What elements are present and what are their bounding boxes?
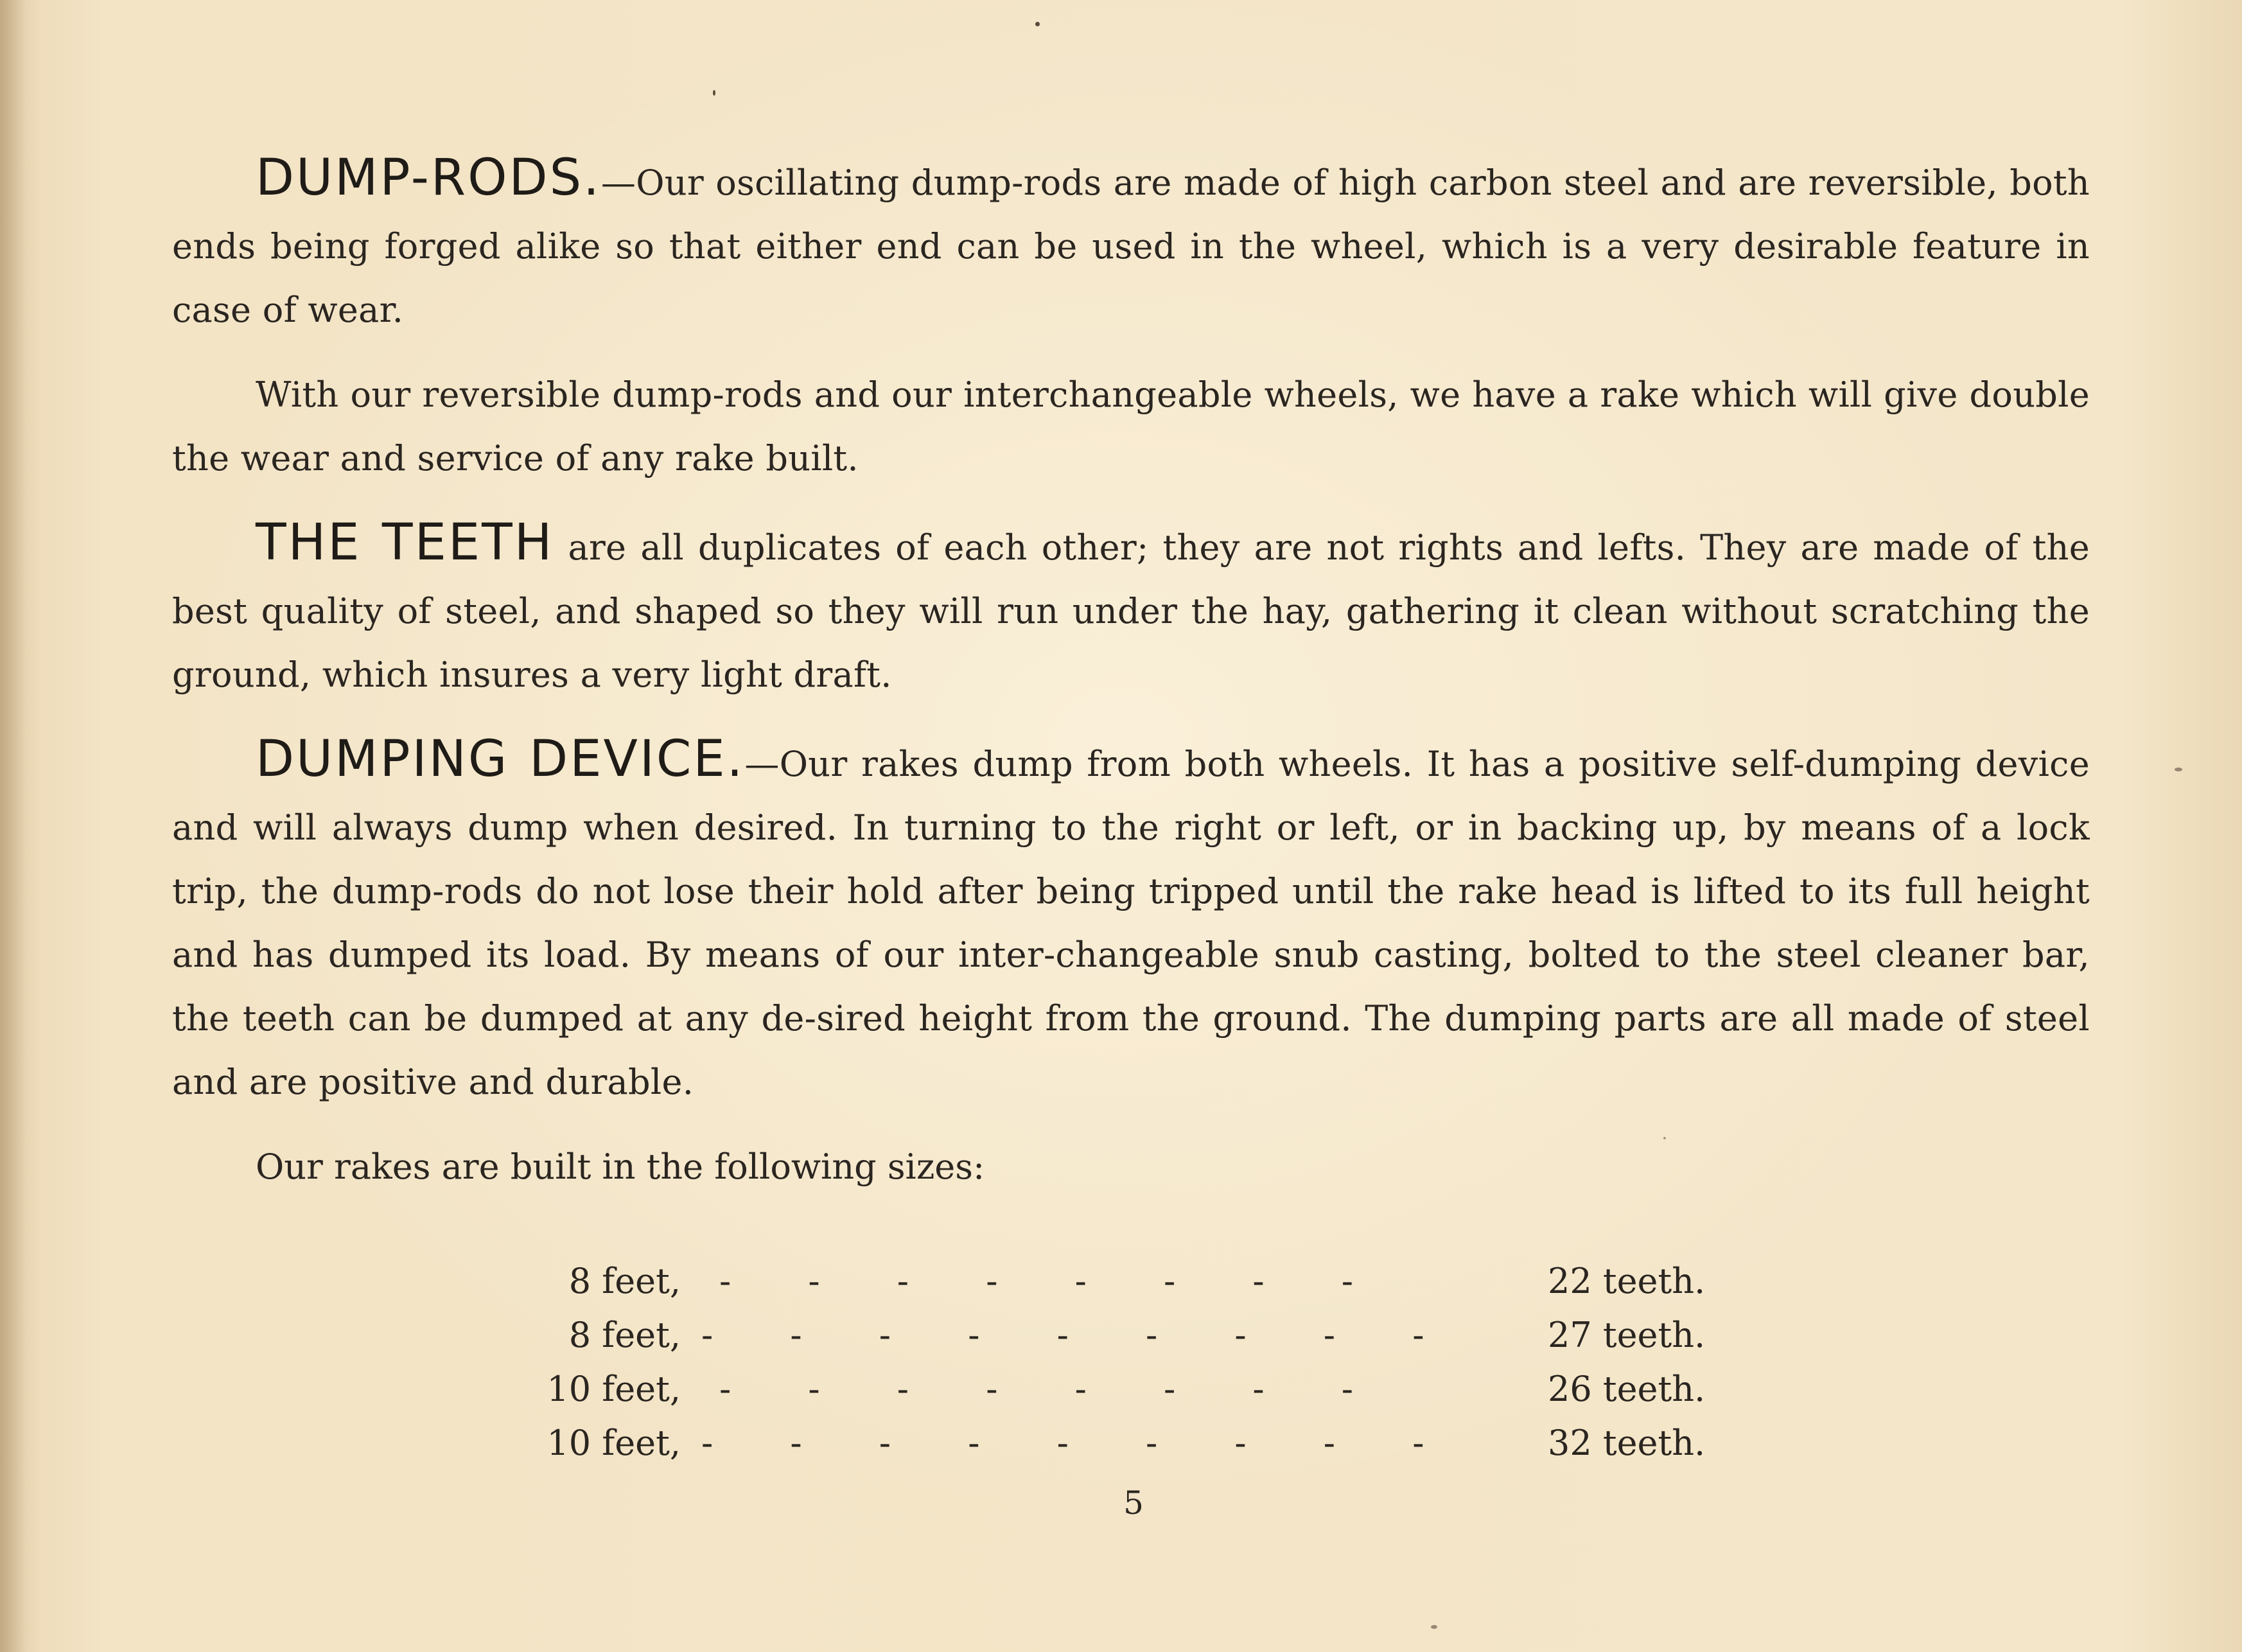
size-row bbox=[533, 1308, 1740, 1362]
paragraph-text: are all duplicates of each other; they are not rights and lefts. They are made of the best quality of steel, and shaped so they will run under the hay, gathering it clean without scratching the ground, which insures a very light draft. bbox=[172, 527, 2090, 695]
paper-speck bbox=[1431, 1625, 1437, 1629]
paper-speck bbox=[713, 90, 715, 96]
paragraph-reversible bbox=[172, 363, 2090, 490]
paragraph-dump-rods bbox=[172, 146, 2090, 342]
dot-leader: - - - - - - - - - bbox=[701, 1315, 1424, 1355]
paragraph-the-teeth bbox=[172, 511, 2090, 707]
size-teeth: 32 teeth. bbox=[1548, 1423, 1706, 1463]
spine-shadow bbox=[0, 0, 26, 1652]
size-teeth: 26 teeth. bbox=[1548, 1369, 1706, 1409]
heading-dump-rods: DUMP-RODS. bbox=[256, 149, 601, 207]
paragraph-text: —Our rakes dump from both wheels. It has a positive self-dumping device and will always dump when desired. In turning to the right or left, or in backing up, by means of a lock trip, the dump-rods do not lose their hold after being tripped until the rake head is lifted to its full height and has dumped its load. By means of our inter-changeable snub casting, bolted to the steel cleaner bar, the teeth can be dumped at any de-sired height from the ground. The dumping parts are all made of steel and are positive and durable. bbox=[172, 744, 2090, 1102]
sizes-intro: Our rakes are built in the following sizes: bbox=[256, 1147, 985, 1187]
paragraph-text: —Our oscillating dump-rods are made of high carbon steel and are reversible, both ends being forged alike so that either end can be used in the wheel, which is a very desirable feature in case of wear. bbox=[172, 163, 2090, 330]
body-text bbox=[172, 146, 2090, 1199]
size-row bbox=[533, 1362, 1740, 1416]
paper-speck bbox=[2175, 768, 2182, 771]
paragraph-dumping-device bbox=[172, 728, 2090, 1114]
page-number: 5 bbox=[1123, 1484, 1144, 1522]
paragraph-text: With our reversible dump-rods and our interchangeable wheels, we have a rake which will give double the wear and service of any rake built. bbox=[172, 374, 2090, 479]
dot-leader: - - - - - - - - bbox=[719, 1369, 1354, 1409]
size-length: 10 feet, bbox=[547, 1423, 681, 1463]
heading-the-teeth: THE TEETH bbox=[256, 514, 554, 572]
paper-speck bbox=[1035, 22, 1040, 26]
size-length: 10 feet, bbox=[547, 1369, 681, 1409]
size-teeth: 27 teeth. bbox=[1548, 1315, 1706, 1355]
size-teeth: 22 teeth. bbox=[1548, 1261, 1706, 1301]
heading-dumping-device: DUMPING DEVICE. bbox=[256, 730, 745, 788]
size-row bbox=[533, 1254, 1740, 1308]
size-length: 8 feet, bbox=[568, 1315, 681, 1355]
sizes-table bbox=[533, 1254, 1740, 1470]
size-row bbox=[533, 1416, 1740, 1470]
dot-leader: - - - - - - - - - bbox=[701, 1423, 1424, 1463]
dot-leader: - - - - - - - - bbox=[719, 1261, 1354, 1301]
size-length: 8 feet, bbox=[568, 1261, 681, 1301]
